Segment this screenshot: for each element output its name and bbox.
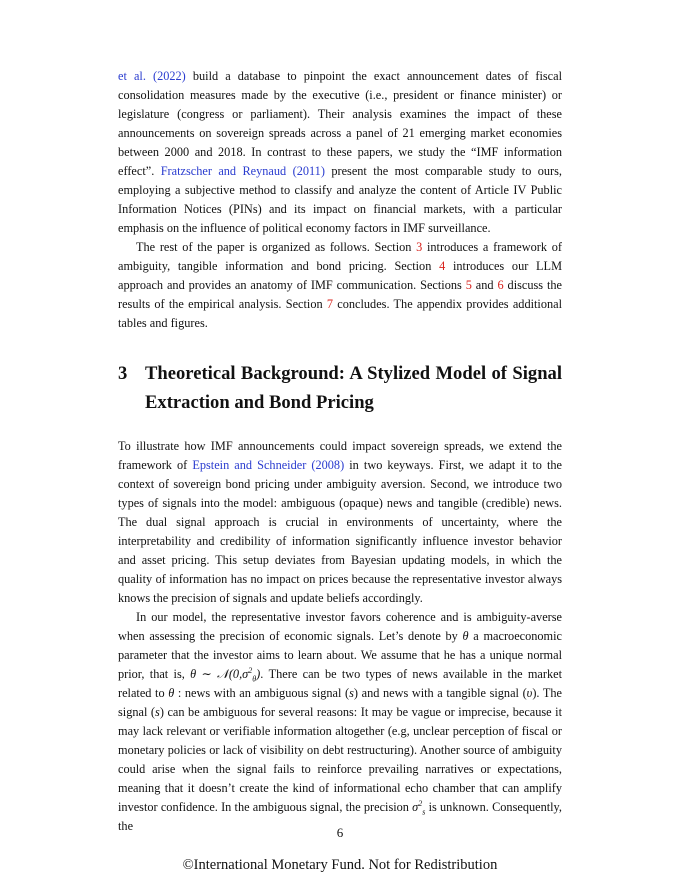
- math-prior: θ ∼ $𝒩(0,\sigma^2_\theta)$: [190, 665, 261, 684]
- paragraph-1: et al. (2022) build a database to pinpoint the exact announcement dates of fiscal consolidation measures made by the executive (i.e., president or finance minister) or legislature (congress or parliament). Their analysis examines the impact of these announcements on sovereign spreads across a panel of 21 emerging market economies between 2000 and 2018. In contrast to these papers, we study the “IMF information effect”. Fratzscher and Reynaud (2011) present the most comparable study to ours, employing a subjective method to classify and analyze the content of Article IV Public Information Notices (PINs) and its impact on financial markets, with a particular emphasis on the influence of political economy factors in IMF surveillance.: [118, 69, 562, 235]
- citation-link[interactable]: et al. (2022): [118, 69, 186, 83]
- citation-link[interactable]: Epstein and Schneider (2008): [192, 458, 345, 472]
- math-s: s: [349, 686, 354, 700]
- page-body: [118, 67, 562, 836]
- section-title: Theoretical Background: A Stylized Model of Signal Extraction and Bond Pricing: [145, 363, 562, 413]
- section-ref-link[interactable]: 5: [465, 278, 472, 292]
- section-ref-link[interactable]: 6: [497, 278, 504, 292]
- math-sigma: $\sigma^2_s$: [412, 798, 426, 817]
- section-ref-link[interactable]: 7: [326, 297, 334, 311]
- paragraph-3: To illustrate how IMF announcements could impact sovereign spreads, we extend the framework of Epstein and Schneider (2008) in two keyways. First, we adapt it to the context of sovereign bond pricing under ambiguity aversion. Second, we introduce two types of signals into the model: ambiguous (opaque) news and tangible (credible) news. The dual signal approach is crucial in environments of uncertainty, where the interpretability and credibility of information significantly influence investor behavior and asset pricing. This setup deviates from Bayesian updating models, in which the quality of information has no impact on prices because the representative investor always knows the precision of signals and update beliefs accordingly.: [118, 439, 562, 605]
- citation-link[interactable]: Fratzscher and Reynaud (2011): [160, 164, 325, 178]
- math-v: υ: [526, 686, 533, 700]
- paragraph-2: The rest of the paper is organized as follows. Section 3 introduces a framework of ambiguity, tangible information and bond pricing. Section 4 introduces our LLM approach and provides an anatomy of IMF communication. Sections 5 and 6 discuss the results of the empirical analysis. Section 7 concludes. The appendix provides additional tables and figures.: [118, 240, 563, 330]
- section-number: 3: [118, 363, 128, 384]
- section-ref-link[interactable]: 3: [416, 240, 423, 254]
- math-theta: θ: [168, 686, 175, 700]
- section-heading: [118, 359, 562, 417]
- page-number: 6: [336, 825, 344, 840]
- section-ref-link[interactable]: 4: [439, 259, 446, 273]
- math-s: s: [155, 705, 160, 719]
- math-theta: θ: [462, 629, 469, 643]
- paragraph-4: In our model, the representative investor favors coherence and is ambiguity-averse when assessing the precision of economic signals. Let’s denote by θ a macroeconomic parameter that the investor aims to learn about. We assume that he has a unique normal prior, that is, θ ∼ $𝒩(0,\sigma^2_\theta)$. There can be two types of news available in the market related to θ : news with an ambiguous signal (s) and news with a tangible signal (υ). The signal (s) can be ambiguous for several reasons: It may be vague or imprecise, because it may lack relevant or verifiable information altogether (e.g, unclear perception of fiscal or monetary policies or lack of visibility on debt restructuring). Another source of ambiguity could arise when the signal fails to reinforce prevailing narratives or expectations, meaning that it doesn’t create the kind of informational echo chamber that can amplify investor confidence. In the ambiguous signal, the precision $\sigma^2_s$ is unknown. Consequently, the: [118, 610, 562, 833]
- copyright-footer: ©International Monetary Fund. Not for Redistribution: [182, 857, 498, 873]
